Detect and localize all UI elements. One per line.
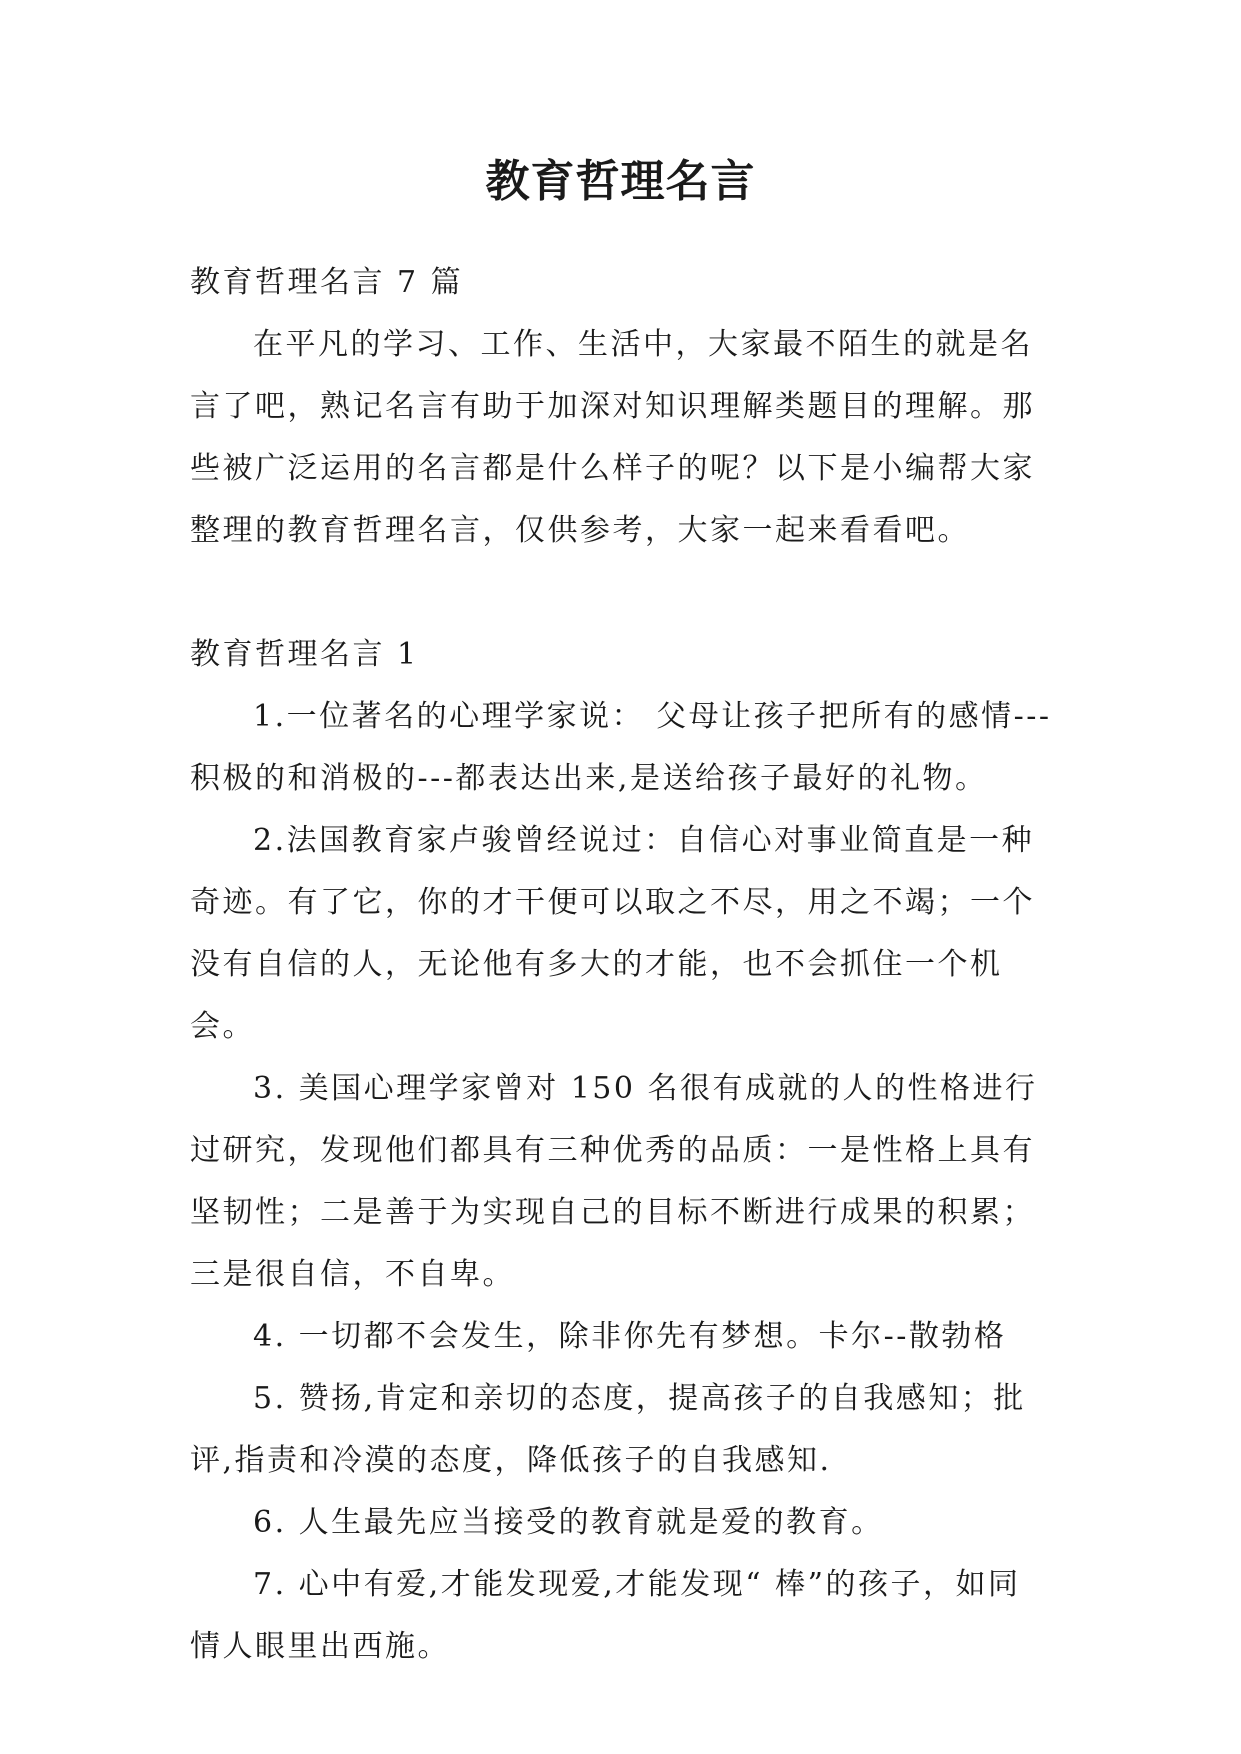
intro-paragraph: 在平凡的学习、工作、生活中，大家最不陌生的就是名言了吧，熟记名言有助于加深对知识理解类题目的理解。那些被广泛运用的名言都是什么样子的呢？以下是小编帮大家整理的教育哲理名言，仅供参考，大家一起来看看吧。	[190, 327, 1035, 548]
intro-heading: 教育哲理名言 7 篇	[190, 265, 464, 300]
quote-item-4: 4. 一切都不会发生，除非你先有梦想。卡尔--散勃格	[253, 1319, 1007, 1354]
quote-item-6: 6. 人生最先应当接受的教育就是爱的教育。	[253, 1505, 884, 1540]
quote-item-1: 1.一位著名的心理学家说： 父母让孩子把所有的感情---积极的和消极的---都表达出来,是送给孩子最好的礼物。	[190, 699, 1052, 796]
quote-item-5: 5. 赞扬,肯定和亲切的态度，提高孩子的自我感知；批评,指责和冷漠的态度，降低孩子的自我感知.	[190, 1381, 1026, 1478]
quote-item-2: 2.法国教育家卢骏曾经说过：自信心对事业简直是一种奇迹。有了它，你的才干便可以取之不尽，用之不竭；一个没有自信的人，无论他有多大的才能，也不会抓住一个机会。	[190, 823, 1035, 1044]
blank-line	[190, 562, 1052, 624]
document-title: 教育哲理名言	[485, 156, 756, 207]
quote-item-3: 3. 美国心理学家曾对 150 名很有成就的人的性格进行过研究，发现他们都具有三种优秀的品质：一是性格上具有坚韧性；二是善于为实现自己的目标不断进行成果的积累；三是很自信，不自卑。	[190, 1071, 1038, 1292]
quote-item-7: 7. 心中有爱,才能发现爱,才能发现“ 棒”的孩子，如同情人眼里出西施。	[190, 1567, 1021, 1664]
section-heading: 教育哲理名言 1	[190, 637, 419, 672]
document-body	[190, 252, 1052, 1678]
